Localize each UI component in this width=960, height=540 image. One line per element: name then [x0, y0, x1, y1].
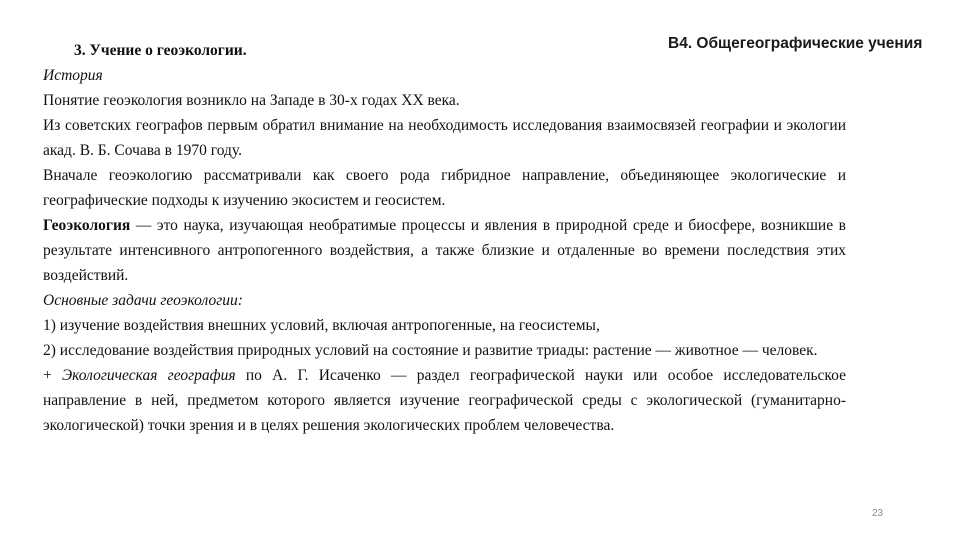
paragraph-origin: Понятие геоэкология возникло на Западе в 30-х годах XX века. — [43, 92, 460, 109]
paragraph-definition — [43, 213, 846, 288]
slide-header: В4. Общегеографические учения — [668, 35, 923, 52]
history-heading: История — [43, 67, 103, 84]
definition-text: — это наука, изучающая необратимые процессы и явления в природной среде и биосфере, возникшие в результате интенсивного антропогенного воздействия, а также близкие и отдаленные во времени последствия этих воздействий. — [43, 217, 846, 284]
eco-geography-term: Экологическая география — [61, 367, 236, 384]
eco-geography-text: по А. Г. Исаченко — раздел географической науки или особое исследовательское направление в ней, предметом которого является изучение географической среды с экологической (гуманитарно-экологической) точки зрения и в целях решения экологических проблем человечества. — [43, 367, 846, 434]
section-title: 3. Учение о геоэкологии. — [74, 42, 247, 59]
paragraph-eco-geography — [43, 363, 846, 438]
paragraph-hybrid: Вначале геоэкологию рассматривали как своего рода гибридное направление, объединяющее экологические и географические подходы к изучению экосистем и геосистем. — [43, 167, 846, 209]
paragraph-sochava: Из советских географов первым обратил внимание на необходимость исследования взаимосвязей географии и экологии акад. В. Б. Сочава в 1970 году. — [43, 117, 846, 159]
tasks-heading: Основные задачи геоэкологии: — [43, 292, 243, 309]
slide-content — [43, 38, 846, 438]
slide-number: 23 — [872, 508, 884, 519]
task-item-2: 2) исследование воздействия природных условий на состояние и развитие триады: растение — животное — человек. — [43, 342, 818, 359]
eco-geography-prefix: + — [43, 367, 62, 384]
definition-term: Геоэкология — [43, 217, 131, 234]
task-item-1: 1) изучение воздействия внешних условий, включая антропогенные, на геосистемы, — [43, 317, 600, 334]
